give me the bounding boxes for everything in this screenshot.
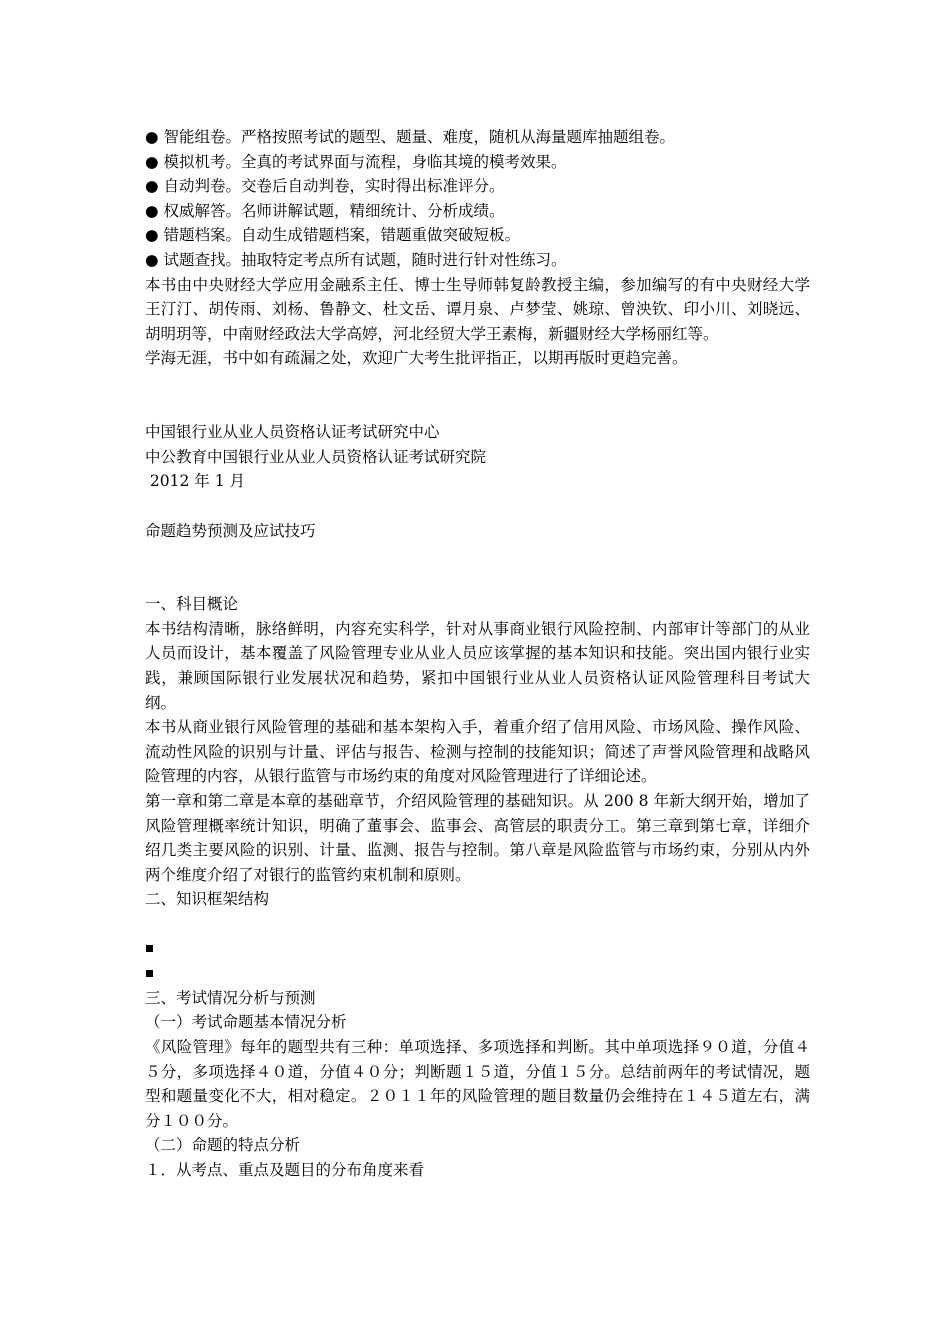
signature-date: 2012 年 1 月: [145, 472, 246, 491]
part2-heading: 二、知识框架结构: [145, 890, 270, 909]
square-bullet-icon: [146, 970, 153, 977]
square-bullet-icon: [146, 945, 153, 952]
image-placeholder-2: [145, 961, 810, 986]
part1-paragraph-1: 本书结构清晰，脉络鲜明，内容充实科学，针对从事商业银行风险控制、内部审计等部门的从业人员而设计，基本覆盖了风险管理专业从业人员应该掌握的基本知识和技能。突出国内银行业实践，兼顾国际银行业发展状况和趋势，紧扣中国银行业从业人员资格认证风险管理科目考试大纲。: [145, 619, 810, 712]
feature-item: ● 权威解答。名师讲解试题，精细统计、分析成绩。: [145, 201, 505, 220]
feature-item: ● 自动判卷。交卷后自动判卷，实时得出标准评分。: [145, 177, 505, 196]
part1-paragraph-3: 第一章和第二章是本章的基础章节，介绍风险管理的基础知识。从 200 8 年新大纲开始，增加了风险管理概率统计知识，明确了董事会、监事会、高管层的职责分工。第三章到第七章，详细介绍几类主要风险的识别、计量、监测、报告与控制。第八章是风险监管与市场约束，分别从内外两个维度介绍了对银行的监管约束机制和原则。: [145, 792, 810, 884]
document-page: [145, 125, 810, 1183]
editors-paragraph: 本书由中央财经大学应用金融系主任、博士生导师韩复龄教授主编，参加编写的有中央财经大学王汀汀、胡传雨、刘杨、鲁静文、杜文岳、谭月泉、卢梦莹、姚琼、曾泱钦、印小川、刘晓远、胡明玥等，中南财经政法大学高婷，河北经贸大学王素梅，新疆财经大学杨丽红等。: [145, 275, 810, 343]
feature-item: ● 错题档案。自动生成错题档案，错题重做突破短板。: [145, 226, 520, 245]
part3-subheading-2: （二）命题的特点分析: [145, 1136, 301, 1155]
image-placeholder-1: [145, 937, 810, 962]
part3-paragraph-1: 《风险管理》每年的题型共有三种：单项选择、多项选择和判断。其中单项选择９０道，分值４５分，多项选择４０道，分值４０分；判断题１５道，分值１５分。总结前两年的考试情况，题型和题量变化不大，相对稳定。２０１１年的风险管理的题目数量仍会维持在１４５道左右，满分１００分。: [145, 1037, 810, 1130]
part1-paragraph-2: 本书从商业银行风险管理的基础和基本架构入手，着重介绍了信用风险、市场风险、操作风险、流动性风险的识别与计量、评估与报告、检测与控制的技能知识；简述了声誉风险管理和战略风险管理的内容，从银行监管与市场约束的角度对风险管理进行了详细论述。: [145, 718, 810, 786]
part3-item-1: １．从考点、重点及题目的分布角度来看: [145, 1160, 425, 1179]
feature-item: ● 模拟机考。全真的考试界面与流程，身临其境的模考效果。: [145, 152, 567, 171]
signature-org-2: 中公教育中国银行业从业人员资格认证考试研究院: [145, 447, 487, 466]
part3-subheading-1: （一）考试命题基本情况分析: [145, 1013, 347, 1032]
section-title: 命题趋势预测及应试技巧: [145, 521, 316, 540]
feature-item: ● 智能组卷。严格按照考试的题型、题量、难度，随机从海量题库抽题组卷。: [145, 128, 675, 146]
part3-heading: 三、考试情况分析与预测: [145, 988, 316, 1007]
closing-paragraph: 学海无涯，书中如有疏漏之处，欢迎广大考生批评指正，以期再版时更趋完善。: [145, 349, 688, 368]
feature-item: ● 试题查找。抽取特定考点所有试题，随时进行针对性练习。: [145, 250, 567, 269]
part1-heading: 一、科目概论: [145, 595, 239, 614]
signature-org-1: 中国银行业从业人员资格认证考试研究中心: [145, 423, 440, 442]
